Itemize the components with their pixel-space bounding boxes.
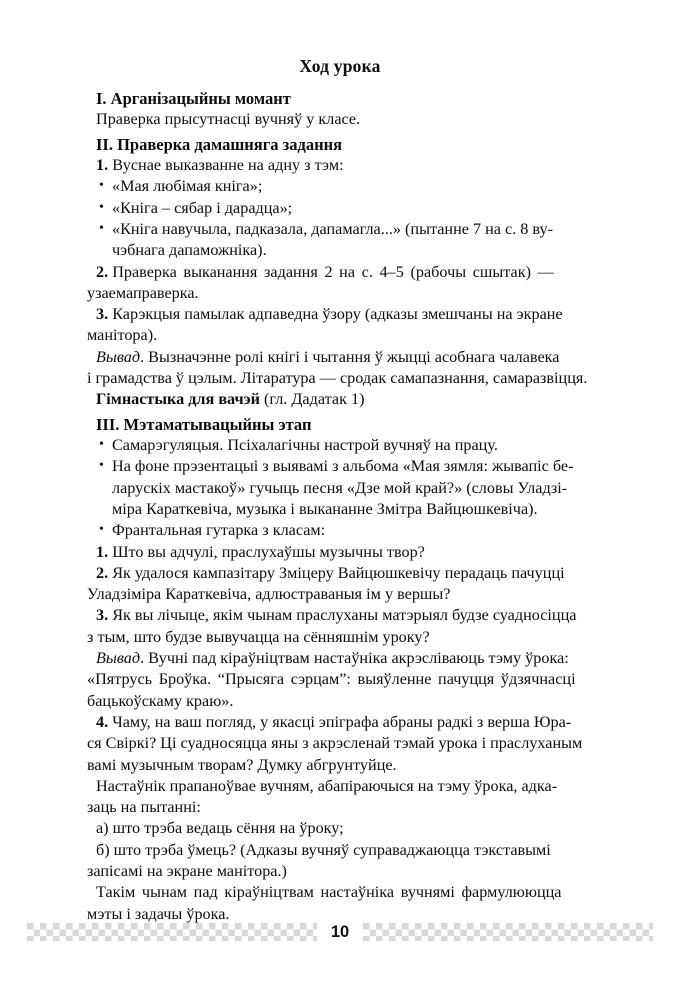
list-item-label: «Мая любімая кніга»; — [112, 177, 263, 196]
item-text-line1: Праверка выканання задання 2 на с. 4–5 (рабочы сшытак) — — [112, 262, 554, 281]
list-item — [87, 456, 593, 520]
bullet-dot-icon: • — [99, 199, 104, 215]
question-4 — [87, 712, 593, 776]
item-number: 3. — [96, 606, 109, 625]
list-item-label: Франтальная гутарка з класам: — [112, 521, 326, 540]
list-item-2-2 — [87, 262, 593, 305]
bullet-dot-icon: • — [99, 220, 104, 236]
paragraph-section-1-body: Праверка прысутнасці вучняў у класе. — [96, 110, 361, 129]
item-text-line2: з тым, што будзе вывучацца на сённяшнім уроку? — [87, 627, 430, 646]
conclusion-text-line3: бацькоўскаму краю». — [87, 691, 234, 710]
footer-ornament-right — [363, 923, 653, 941]
list-item — [87, 176, 593, 197]
conclusion-section-3 — [87, 648, 593, 712]
page-number: 10 — [318, 921, 362, 943]
list-item — [87, 435, 593, 456]
item-number: 2. — [96, 262, 109, 281]
item-text-line3: вамі музычным творам? Думку абгрунтуйце. — [87, 755, 397, 774]
bullet-dot-icon: • — [99, 437, 104, 453]
conclusion-label: Вывад — [96, 649, 141, 668]
item-number: 2. — [96, 563, 109, 582]
closing-line1: Такім чынам пад кіраўніцтвам настаўніка вучнямі фармулююцца — [96, 883, 562, 902]
bullet-dot-icon: • — [99, 522, 104, 538]
option-a: а) што трэба ведаць сёння на ўроку; — [96, 819, 344, 838]
list-item-label-line2: чэбнага дапаможніка). — [112, 241, 267, 260]
teacher-instruction-line1: Настаўнік прапаноўвае вучням, абапіраючыся на тэму ўрока, адка- — [96, 776, 558, 795]
item-text-line1: Карэкцыя памылак адпаведна ўзору (адказы змешчаны на экране — [112, 305, 563, 324]
item-number: 1. — [96, 542, 109, 561]
item-text-line1: Як вы лічыце, якім чынам праслуханы матэрыял будзе суадносіцца — [112, 606, 577, 625]
gymnastics-note — [87, 389, 593, 410]
item-text-line2: манітора). — [87, 326, 158, 345]
teacher-instruction-line2: заць на пытанні: — [87, 798, 201, 817]
closing-paragraph — [87, 882, 593, 925]
item-number: 1. — [96, 156, 109, 175]
conclusion-label: Вывад — [96, 347, 141, 366]
conclusion-text-line1: . Вучні пад кіраўніцтвам настаўніка акрэсліваюць тэму ўрока: — [140, 649, 569, 668]
page-title: Ход урока — [299, 56, 381, 76]
heading-section-1: I. Арганізацыйны момант — [96, 88, 291, 108]
item-text: Вуснае выказванне на адну з тэм: — [112, 156, 344, 175]
list-item — [87, 198, 593, 219]
list-item-2-3 — [87, 304, 593, 347]
list-item-label-line1: На фоне прэзентацыі з выявамі з альбома «Мая зямля: жывапіс бе- — [112, 457, 574, 476]
conclusion-section-2 — [87, 347, 593, 390]
question-3 — [87, 605, 593, 648]
option-b-line2: запісамі на экране манітора.) — [87, 861, 287, 880]
gymnastics-reference: (гл. Дадатак 1) — [259, 390, 365, 409]
conclusion-text-line2: і грамадства ў цэлым. Літаратура — сродак самапазнання, самаразвіцця. — [87, 369, 588, 388]
bullet-list-topics — [87, 176, 593, 261]
teacher-instruction — [87, 776, 593, 819]
item-text-line2: узаемаправерка. — [87, 283, 199, 302]
gymnastics-label: Гімнастыка для вачэй — [96, 390, 260, 409]
page-footer — [0, 921, 680, 943]
list-item — [87, 219, 593, 262]
bullet-list-section-3 — [87, 435, 593, 541]
list-item-label-line3: міра Караткевіча, музыка і выкананне Змітра Вайцюшкевіча). — [112, 499, 538, 518]
item-text-line1: Чаму, на ваш погляд, у якасці эпіграфа абраны радкі з верша Юра- — [112, 712, 572, 731]
option-b-line1: б) што трэба ўмець? (Адказы вучняў суправаджаюцца тэкставымі — [96, 840, 551, 859]
item-text: Што вы адчулі, праслухаўшы музычны твор? — [112, 542, 425, 561]
bullet-dot-icon: • — [99, 178, 104, 194]
bullet-dot-icon: • — [99, 458, 104, 474]
footer-ornament-left — [27, 923, 317, 941]
item-text-line1: Як удалося кампазітару Зміцеру Вайцюшкевічу перадаць пачуцці — [112, 563, 565, 582]
heading-section-2: II. Праверка дамашняга задання — [96, 134, 343, 154]
list-item — [87, 520, 593, 541]
closing-line2: мэты і задачы ўрока. — [87, 904, 230, 923]
option-b — [87, 840, 593, 883]
conclusion-text-line2: «Пятрусь Броўка. “Прысяга сэрцам”: выяўленне пачуцця ўдзячнасці — [87, 670, 576, 689]
list-item-2-1 — [87, 155, 593, 176]
list-item-label-line1: «Кніга навучыла, падказала, дапамагла...» (пытанне 7 на с. 8 ву- — [112, 219, 553, 238]
question-1 — [87, 542, 593, 563]
heading-section-3: III. Мэтаматывацыйны этап — [96, 414, 312, 434]
list-item-label: «Кніга – сябар і дарадца»; — [112, 198, 293, 217]
conclusion-text-line1: . Вызначэнне ролі кнігі і чытання ў жыцці асобнага чалавека — [140, 347, 560, 366]
list-item-label: Самарэгуляцыя. Псіхалагічны настрой вучняў на працу. — [112, 436, 498, 455]
page-content — [87, 56, 593, 925]
question-2 — [87, 563, 593, 606]
item-text-line2: Уладзіміра Караткевіча, адлюстраваныя ім у вершы? — [87, 585, 451, 604]
list-item-label-line2: ларускіх мастакоў» гучыць песня «Дзе мой край?» (словы Уладзі- — [112, 478, 568, 497]
item-number: 3. — [96, 305, 109, 324]
item-number: 4. — [96, 712, 109, 731]
item-text-line2: ся Свіркі? Ці суадносяцца яны з акрэсленай тэмай урока і праслуханым — [87, 734, 583, 753]
